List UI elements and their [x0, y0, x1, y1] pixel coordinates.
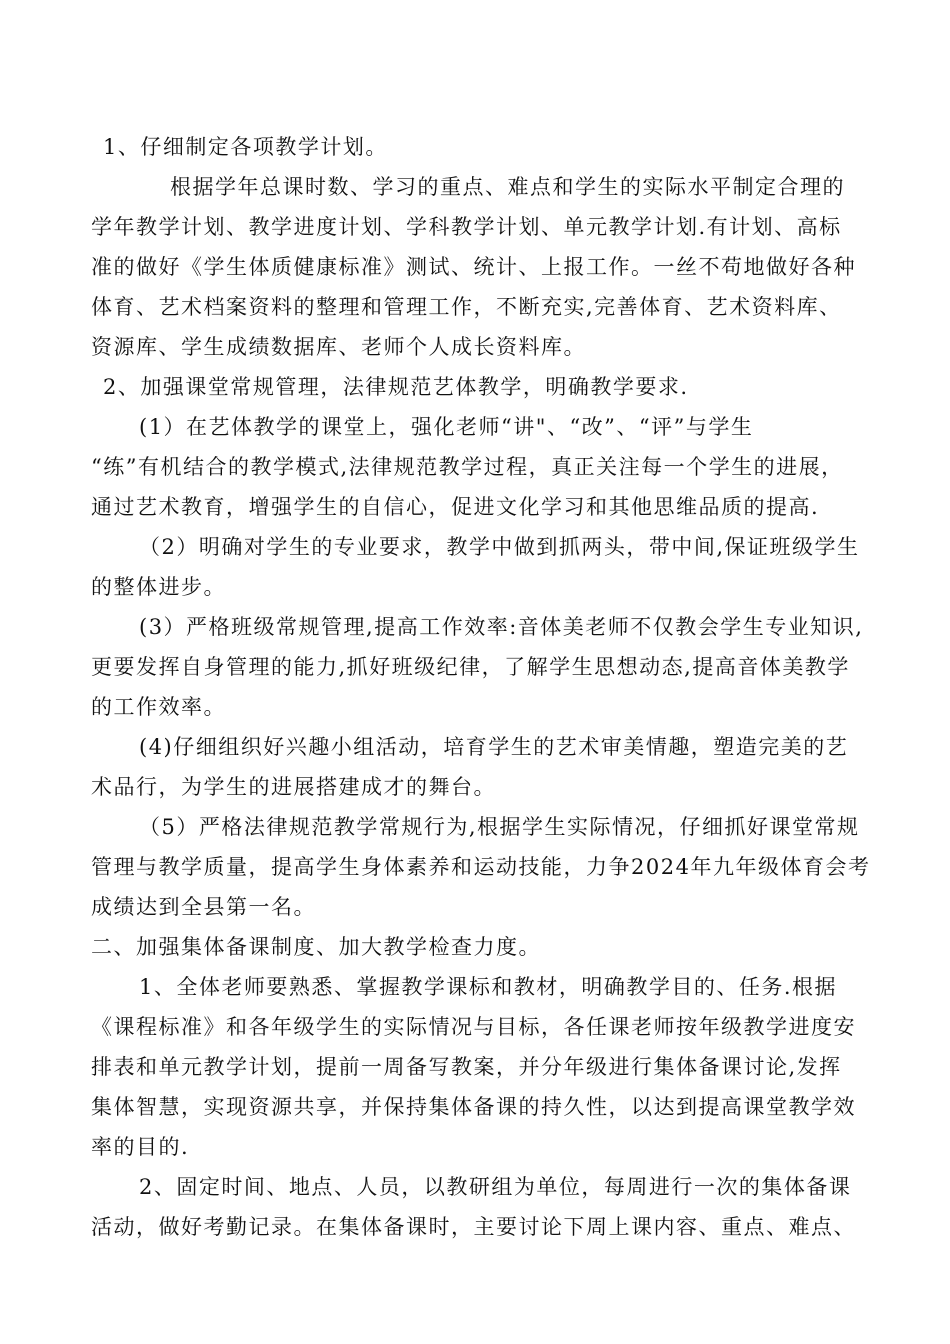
text-line: 更要发挥自身管理的能力,抓好班级纪律，了解学生思想动态,提高音体美教学	[91, 655, 850, 679]
text-line: 体育、艺术档案资料的整理和管理工作，不断充实,完善体育、艺术资料库、	[91, 295, 842, 319]
text-line: 准的做好《学生体质健康标准》测试、统计、上报工作。一丝不苟地做好各种	[91, 255, 856, 279]
text-line: 2、加强课堂常规管理，法律规范艺体教学，明确教学要求.	[103, 375, 689, 399]
text-line: 根据学年总课时数、学习的重点、难点和学生的实际水平制定合理的	[170, 175, 845, 199]
text-line: 成绩达到全县第一名。	[91, 895, 316, 919]
text-line: 排表和单元教学计划，提前一周备写教案，并分年级进行集体备课讨论,发挥	[91, 1055, 842, 1079]
text-line: 1、仔细制定各项教学计划。	[103, 135, 388, 159]
text-line: 的整体进步。	[91, 575, 226, 599]
text-line: (4)仔细组织好兴趣小组活动，培育学生的艺术审美情趣，塑造完美的艺	[139, 735, 849, 759]
text-line: （2）明确对学生的专业要求，教学中做到抓两头，带中间,保证班级学生	[139, 535, 860, 559]
text-line: 的工作效率。	[91, 695, 226, 719]
text-line: “练”有机结合的教学模式,法律规范教学过程，真正关注每一个学生的进展，	[91, 455, 844, 479]
text-line: 学年教学计划、教学进度计划、学科教学计划、单元教学计划.有计划、高标	[91, 215, 842, 239]
text-line: 《课程标准》和各年级学生的实际情况与目标，各任课老师按年级教学进度安	[91, 1015, 856, 1039]
text-line: 通过艺术教育，增强学生的自信心，促进文化学习和其他思维品质的提高.	[91, 495, 820, 519]
text-line: 术品行，为学生的进展搭建成才的舞台。	[91, 775, 496, 799]
text-line: (3）严格班级常规管理,提高工作效率:音体美老师不仅教会学生专业知识,	[139, 615, 864, 639]
text-line: （5）严格法律规范教学常规行为,根据学生实际情况，仔细抓好课堂常规	[139, 815, 860, 839]
text-line: 集体智慧，实现资源共享，并保持集体备课的持久性，以达到提高课堂教学效	[91, 1095, 856, 1119]
text-line: (1）在艺体教学的课堂上，强化老师“讲"、“改”、“评”与学生	[139, 415, 754, 439]
text-line: 二、加强集体备课制度、加大教学检查力度。	[91, 935, 541, 959]
text-line: 资源库、学生成绩数据库、老师个人成长资料库。	[91, 335, 586, 359]
text-line: 1、全体老师要熟悉、掌握教学课标和教材，明确教学目的、任务.根据	[139, 975, 838, 999]
text-line: 活动，做好考勤记录。在集体备课时，主要讨论下周上课内容、重点、难点、	[91, 1215, 856, 1239]
text-line: 率的目的.	[91, 1135, 190, 1159]
text-line: 管理与教学质量，提高学生身体素养和运动技能，力争2024年九年级体育会考	[91, 855, 871, 879]
text-line: 2、固定时间、地点、人员，以教研组为单位，每周进行一次的集体备课	[139, 1175, 852, 1199]
